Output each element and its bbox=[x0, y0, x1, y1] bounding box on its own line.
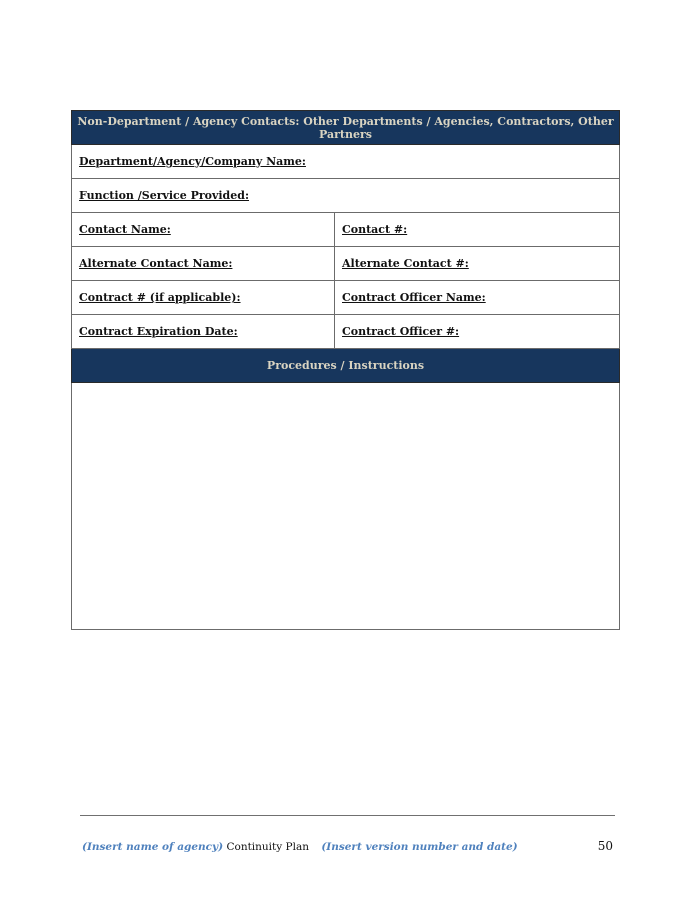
contacts-form-table bbox=[71, 110, 620, 630]
field-label: Contact #: bbox=[342, 223, 408, 236]
procedures-header: Procedures / Instructions bbox=[72, 349, 620, 383]
page-number: 50 bbox=[597, 839, 613, 853]
function-service-provided-field[interactable] bbox=[72, 179, 620, 213]
field-label: Contract Expiration Date: bbox=[79, 325, 238, 338]
plan-label: Continuity Plan bbox=[223, 841, 309, 853]
field-label: Department/Agency/Company Name: bbox=[79, 155, 306, 168]
field-label: Alternate Contact #: bbox=[342, 257, 469, 270]
alternate-contact-number-field[interactable] bbox=[335, 247, 620, 281]
contract-officer-number-field[interactable] bbox=[335, 315, 620, 349]
contact-number-field[interactable] bbox=[335, 213, 620, 247]
department-agency-company-name-field[interactable] bbox=[72, 145, 620, 179]
contract-officer-name-field[interactable] bbox=[335, 281, 620, 315]
contact-name-field[interactable] bbox=[72, 213, 335, 247]
field-label: Function /Service Provided: bbox=[79, 189, 250, 202]
alternate-contact-name-field[interactable] bbox=[72, 247, 335, 281]
field-label: Contract Officer Name: bbox=[342, 291, 486, 304]
field-label: Contract # (if applicable): bbox=[79, 291, 241, 304]
page-footer bbox=[82, 841, 613, 853]
contract-expiration-date-field[interactable] bbox=[72, 315, 335, 349]
version-placeholder: (Insert version number and date) bbox=[321, 841, 518, 853]
table-title: Non-Department / Agency Contacts: Other Departments / Agencies, Contractors, Other Partners bbox=[72, 111, 620, 145]
field-label: Contact Name: bbox=[79, 223, 171, 236]
footer-divider bbox=[80, 815, 615, 816]
procedures-instructions-area[interactable] bbox=[72, 383, 620, 630]
field-label: Alternate Contact Name: bbox=[79, 257, 233, 270]
field-label: Contract Officer #: bbox=[342, 325, 460, 338]
contract-number-field[interactable] bbox=[72, 281, 335, 315]
agency-name-placeholder: (Insert name of agency) bbox=[82, 841, 224, 853]
